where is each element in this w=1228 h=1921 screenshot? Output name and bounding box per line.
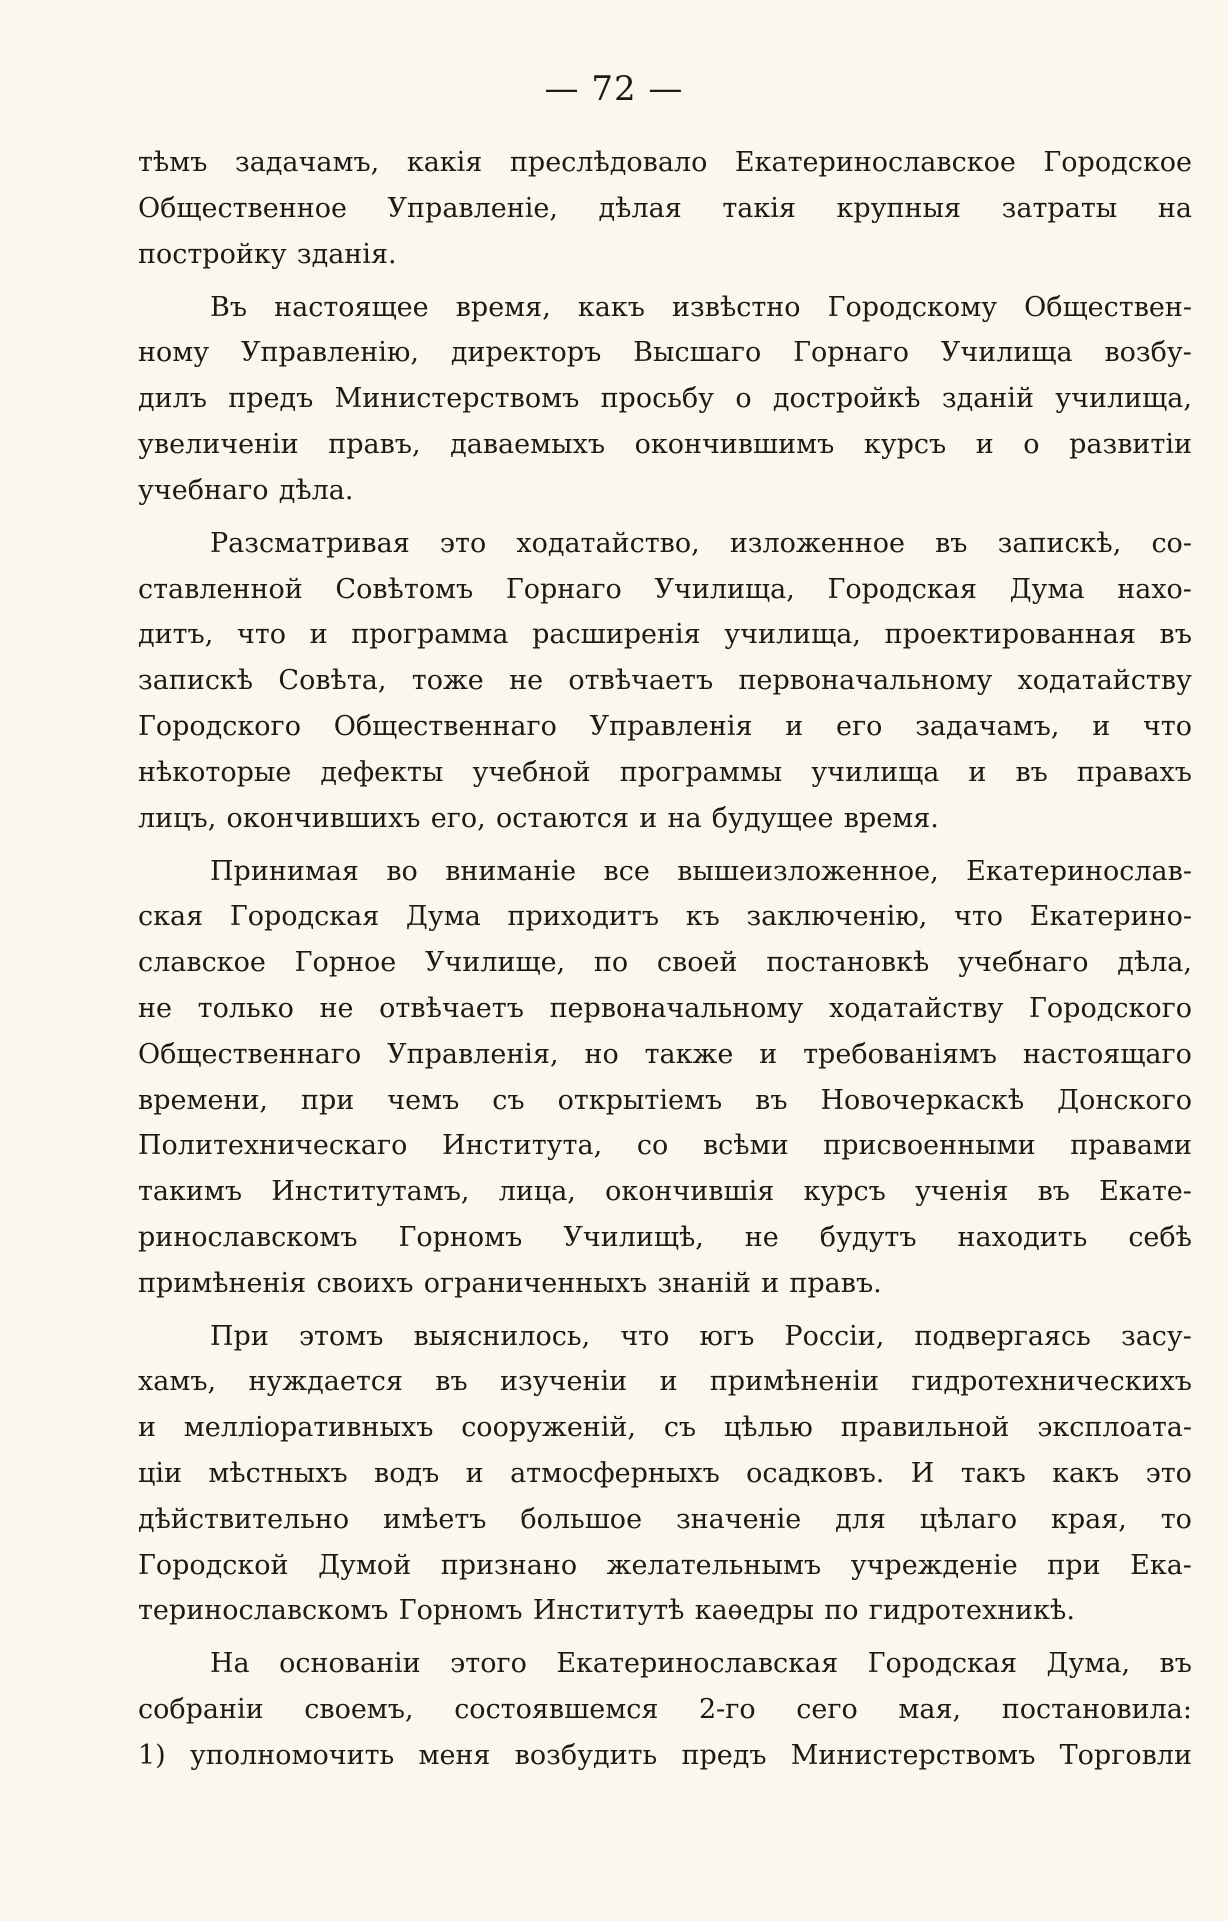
text-line: учебнаго дѣла. — [138, 474, 354, 506]
text-line: Принимая во вниманіе все вышеизложенное, Екатеринослав- — [210, 855, 1192, 887]
text-line: запискѣ Совѣта, тоже не отвѣчаетъ первоначальному ходатайству — [138, 665, 1192, 697]
text-line: 1) уполномочить меня возбудить предъ Министерствомъ Торговли — [138, 1740, 1192, 1772]
text-line: такимъ Институтамъ, лица, окончившія курсъ ученія въ Екате- — [138, 1176, 1192, 1208]
text-line: На основаніи этого Екатеринославская Городская Дума, въ — [210, 1648, 1192, 1680]
paragraph — [138, 1314, 1192, 1635]
paragraph — [138, 140, 1192, 277]
text-line: славское Горное Училище, по своей постановкѣ учебнаго дѣла, — [138, 947, 1192, 979]
text-line: не только не отвѣчаетъ первоначальному ходатайству Городского — [138, 992, 1192, 1024]
text-line: собраніи своемъ, состоявшемся 2-го сего мая, постановила: — [138, 1694, 1192, 1726]
text-line: и мелліоративныхъ сооруженій, съ цѣлью правильной эксплоата- — [138, 1412, 1192, 1444]
text-line: дилъ предъ Министерствомъ просьбу о достройкѣ зданій училища, — [138, 383, 1192, 415]
text-line: Городского Общественнаго Управленія и его задачамъ, и что — [138, 710, 1192, 742]
text-line: теринославскомъ Горномъ Институтѣ каѳедры по гидротехникѣ. — [138, 1595, 1075, 1627]
text-line: постройку зданія. — [138, 238, 397, 270]
text-line: тѣмъ задачамъ, какія преслѣдовало Екатеринославское Городское — [138, 147, 1192, 178]
paragraph — [138, 1641, 1192, 1778]
text-line: ская Городская Дума приходитъ къ заключенію, что Екатерино- — [138, 901, 1192, 933]
page-number: — 72 — — [544, 69, 684, 109]
paragraph — [138, 521, 1192, 842]
text-line: хамъ, нуждается въ изученіи и примѣненіи гидротехническихъ — [138, 1366, 1192, 1398]
text-line: При этомъ выяснилось, что югъ Россіи, подвергаясь засу- — [210, 1320, 1192, 1352]
text-line: ціи мѣстныхъ водъ и атмосферныхъ осадковъ. И такъ какъ это — [138, 1458, 1192, 1490]
text-line: Въ настоящее время, какъ извѣстно Городскому Обществен- — [210, 291, 1192, 323]
text-line: ринославскомъ Горномъ Училищѣ, не будутъ находить себѣ — [138, 1221, 1192, 1253]
text-line: Общественнаго Управленія, но также и требованіямъ настоящаго — [138, 1038, 1192, 1070]
text-line: Политехническаго Института, со всѣми присвоенными правами — [138, 1130, 1192, 1162]
body-text — [138, 140, 1192, 1786]
text-line: ставленной Совѣтомъ Горнаго Училища, Городская Дума нахо- — [138, 573, 1192, 605]
text-line: нѣкоторые дефекты учебной программы училища и въ правахъ — [138, 756, 1192, 788]
text-line: лицъ, окончившихъ его, остаются и на будущее время. — [138, 802, 939, 834]
text-line: ному Управленію, директоръ Высшаго Горнаго Училища возбу- — [138, 337, 1192, 369]
text-line: Разсматривая это ходатайство, изложенное въ запискѣ, со- — [210, 527, 1192, 559]
text-line: примѣненія своихъ ограниченныхъ знаній и правъ. — [138, 1267, 882, 1299]
paragraph — [138, 285, 1192, 514]
paragraph — [138, 849, 1192, 1307]
text-line: Городской Думой признано желательнымъ учрежденіе при Ека- — [138, 1549, 1192, 1581]
text-line: времени, при чемъ съ открытіемъ въ Новочеркаскѣ Донского — [138, 1084, 1192, 1116]
text-line: дѣйствительно имѣетъ большое значеніе для цѣлаго края, то — [138, 1503, 1192, 1535]
text-line: Общественное Управленіе, дѣлая такія крупныя затраты на — [138, 192, 1192, 224]
text-line: дитъ, что и программа расширенія училища, проектированная въ — [138, 619, 1192, 651]
text-line: увеличеніи правъ, даваемыхъ окончившимъ курсъ и о развитіи — [138, 428, 1192, 460]
